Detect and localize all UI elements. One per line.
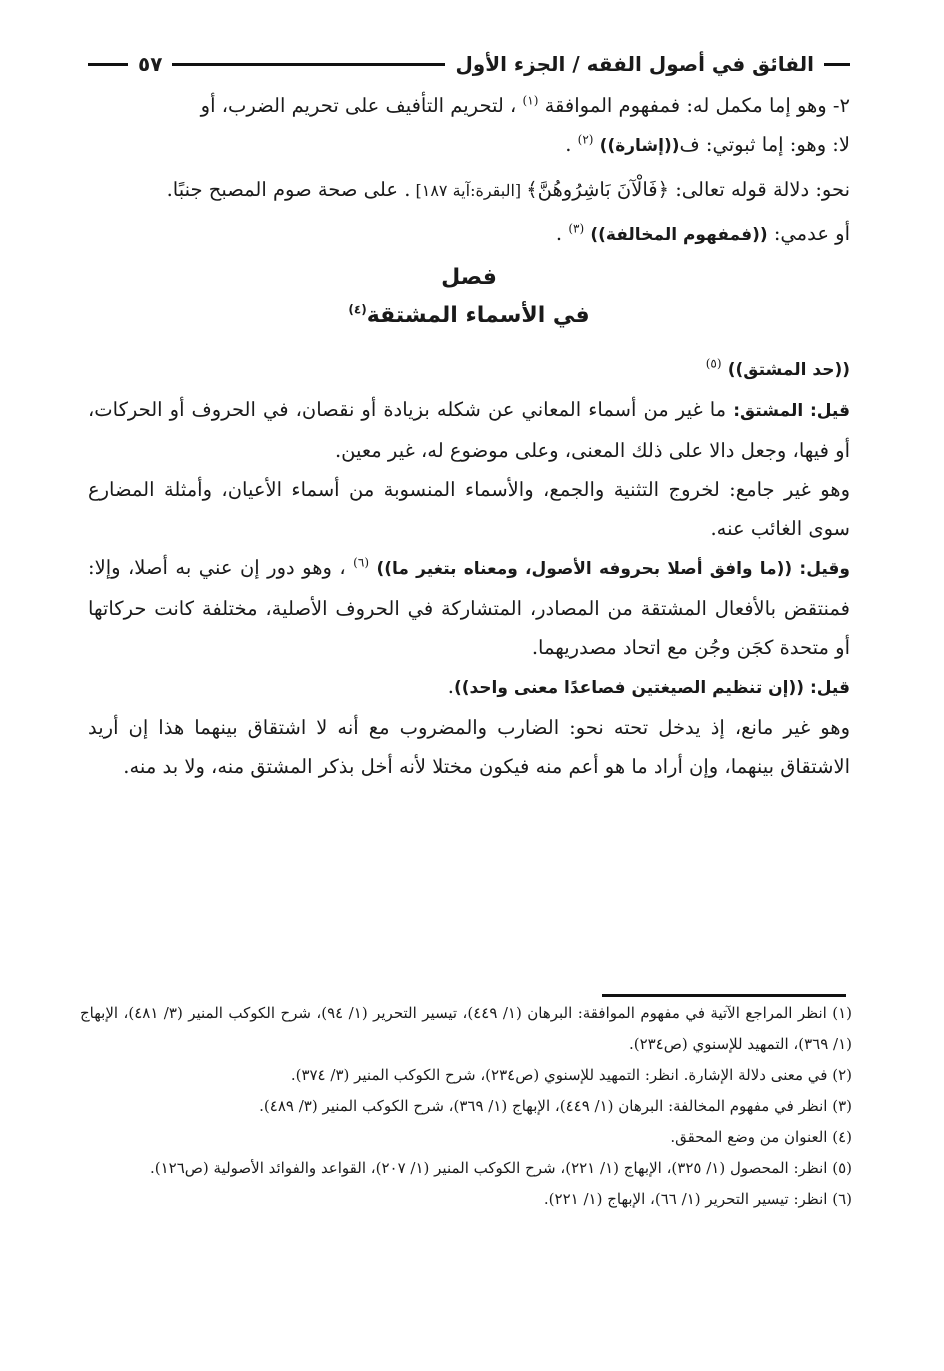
paragraph bbox=[88, 548, 850, 667]
definition-label: قيل: bbox=[809, 678, 850, 698]
text-run: أو عدمي: bbox=[767, 222, 850, 245]
main-text bbox=[88, 86, 850, 786]
footnote: (٦) انظر: تيسير التحرير (١/ ٦٦)، الإبهاج (١/ ٢٢١). bbox=[543, 1190, 852, 1208]
footnote: (٥) انظر: المحصول (١/ ٣٢٥)، الإبهاج (١/ ٢٢١)، شرح الكوكب المنير (١/ ٢٠٧)، القواعد والفوائد الأصولية (ص١٢٦). bbox=[149, 1159, 852, 1177]
footnote-marker: (٥) bbox=[705, 356, 722, 371]
footnote-marker: (٢) bbox=[577, 132, 594, 147]
footnote: (٤) العنوان من وضع المحقق. bbox=[670, 1128, 852, 1146]
quoted-term: ((ما وافق أصلا بحروفه الأصول، ومعناه بتغير ما)) bbox=[376, 559, 793, 579]
page-header bbox=[88, 44, 850, 84]
section-heading: فصل bbox=[441, 265, 497, 290]
page-number: ٥٧ bbox=[138, 52, 163, 76]
text-run: لا: وهو: إما ثبوتي: ف bbox=[679, 133, 850, 156]
verse-reference: [البقرة:آية ١٨٧] bbox=[410, 181, 527, 200]
definition-label: وقيل: bbox=[792, 559, 851, 579]
footnote-marker: (٦) bbox=[353, 555, 369, 570]
header-dash bbox=[88, 63, 128, 66]
text-run: نحو: دلالة قوله تعالى: bbox=[669, 178, 850, 201]
header-dash bbox=[824, 63, 850, 66]
subheading-text: في الأسماء المشتقة bbox=[366, 303, 590, 328]
quoted-term: ((إشارة)) bbox=[599, 136, 680, 156]
footnote-marker: (٣) bbox=[568, 221, 585, 236]
text-run: ما غير من أسماء المعاني عن شكله بزيادة أو نقصان، في الحروف أو الحركات، أو فيها، وجعل دالا على ذلك المعنى، وعلى موضوع له، غير معين. bbox=[88, 398, 850, 462]
text-run: وهو غير مانع، إذ يدخل تحته نحو: الضارب والمضروب مع أنه لا اشتقاق بينهما هذا إن أريد الاشتقاق بينهما، وإن أراد ما هو أعم منه فيكون مختلا لأنه أخل بذكر المشتق منه، ولا بد منه. bbox=[88, 716, 850, 778]
running-title: الفائق في أصول الفقه / الجزء الأول bbox=[455, 52, 814, 76]
text-run: وهو غير جامع: لخروج التثنية والجمع، والأسماء المنسوبة من أسماء الأعيان، وأمثلة المضارع سوى الغائب عنه. bbox=[88, 478, 850, 540]
paragraph bbox=[88, 125, 850, 166]
paragraph bbox=[88, 667, 850, 708]
footnote-marker: (١) bbox=[522, 93, 539, 108]
footnote-separator bbox=[602, 994, 846, 997]
text-run: ٢- وهو إما مكمل له: فمفهوم الموافقة bbox=[538, 94, 850, 117]
text-run: . bbox=[555, 222, 569, 245]
text-run: . على صحة صوم المصبح جنبًا. bbox=[166, 178, 411, 201]
footnotes bbox=[80, 998, 852, 1215]
header-rule bbox=[172, 63, 445, 66]
quoted-term: ((فمفهوم المخالفة)) bbox=[590, 225, 768, 245]
footnote: (٢) في معنى دلالة الإشارة. انظر: التمهيد للإسنوي (ص٢٣٤)، شرح الكوكب المنير (٣/ ٣٧٤). bbox=[290, 1066, 852, 1084]
definition-title: ((حد المشتق)) bbox=[727, 360, 850, 380]
paragraph bbox=[88, 349, 850, 390]
quoted-term: ((إن تنظيم الصيغتين فصاعدًا معنى واحد)) bbox=[453, 678, 810, 698]
quran-verse: ﴿فَالْآنَ بَاشِرُوهُنَّ﴾ bbox=[526, 178, 670, 201]
paragraph bbox=[88, 170, 850, 210]
footnote-marker: (٤) bbox=[348, 302, 367, 317]
section-subheading bbox=[88, 297, 850, 335]
paragraph bbox=[88, 390, 850, 470]
text-run: ، وهو دور إن عني به أصلا، وإلا: فمنتقض بالأفعال المشتقة من المصادر، المتشاركة في الحروف الأصلية، مختلفة كانت حركاتها أو متحدة كجَن وجُن مع اتحاد مصدريهما. bbox=[88, 556, 850, 659]
footnote: (١) انظر المراجع الآتية في مفهوم الموافقة: البرهان (١/ ٤٤٩)، تيسير التحرير (١/ ٩٤)، شرح الكوكب المنير (٣/ ٤٨١)، الإبهاج (١/ ٣٦٩)، التمهيد للإسنوي (ص٢٣٤). bbox=[80, 1004, 853, 1053]
paragraph bbox=[88, 470, 850, 548]
text-run: ، لتحريم التأفيف على تحريم الضرب، أو bbox=[200, 94, 523, 117]
paragraph bbox=[88, 708, 850, 786]
footnote: (٣) انظر في مفهوم المخالفة: البرهان (١/ ٤٤٩)، الإبهاج (١/ ٣٦٩)، شرح الكوكب المنير (٣/ ٤٨٩). bbox=[259, 1097, 852, 1115]
definition-label: قيل: المشتق: bbox=[733, 401, 850, 421]
text-run: . bbox=[565, 133, 578, 156]
text-run: . bbox=[447, 675, 454, 698]
paragraph bbox=[88, 214, 850, 255]
paragraph bbox=[88, 86, 850, 125]
